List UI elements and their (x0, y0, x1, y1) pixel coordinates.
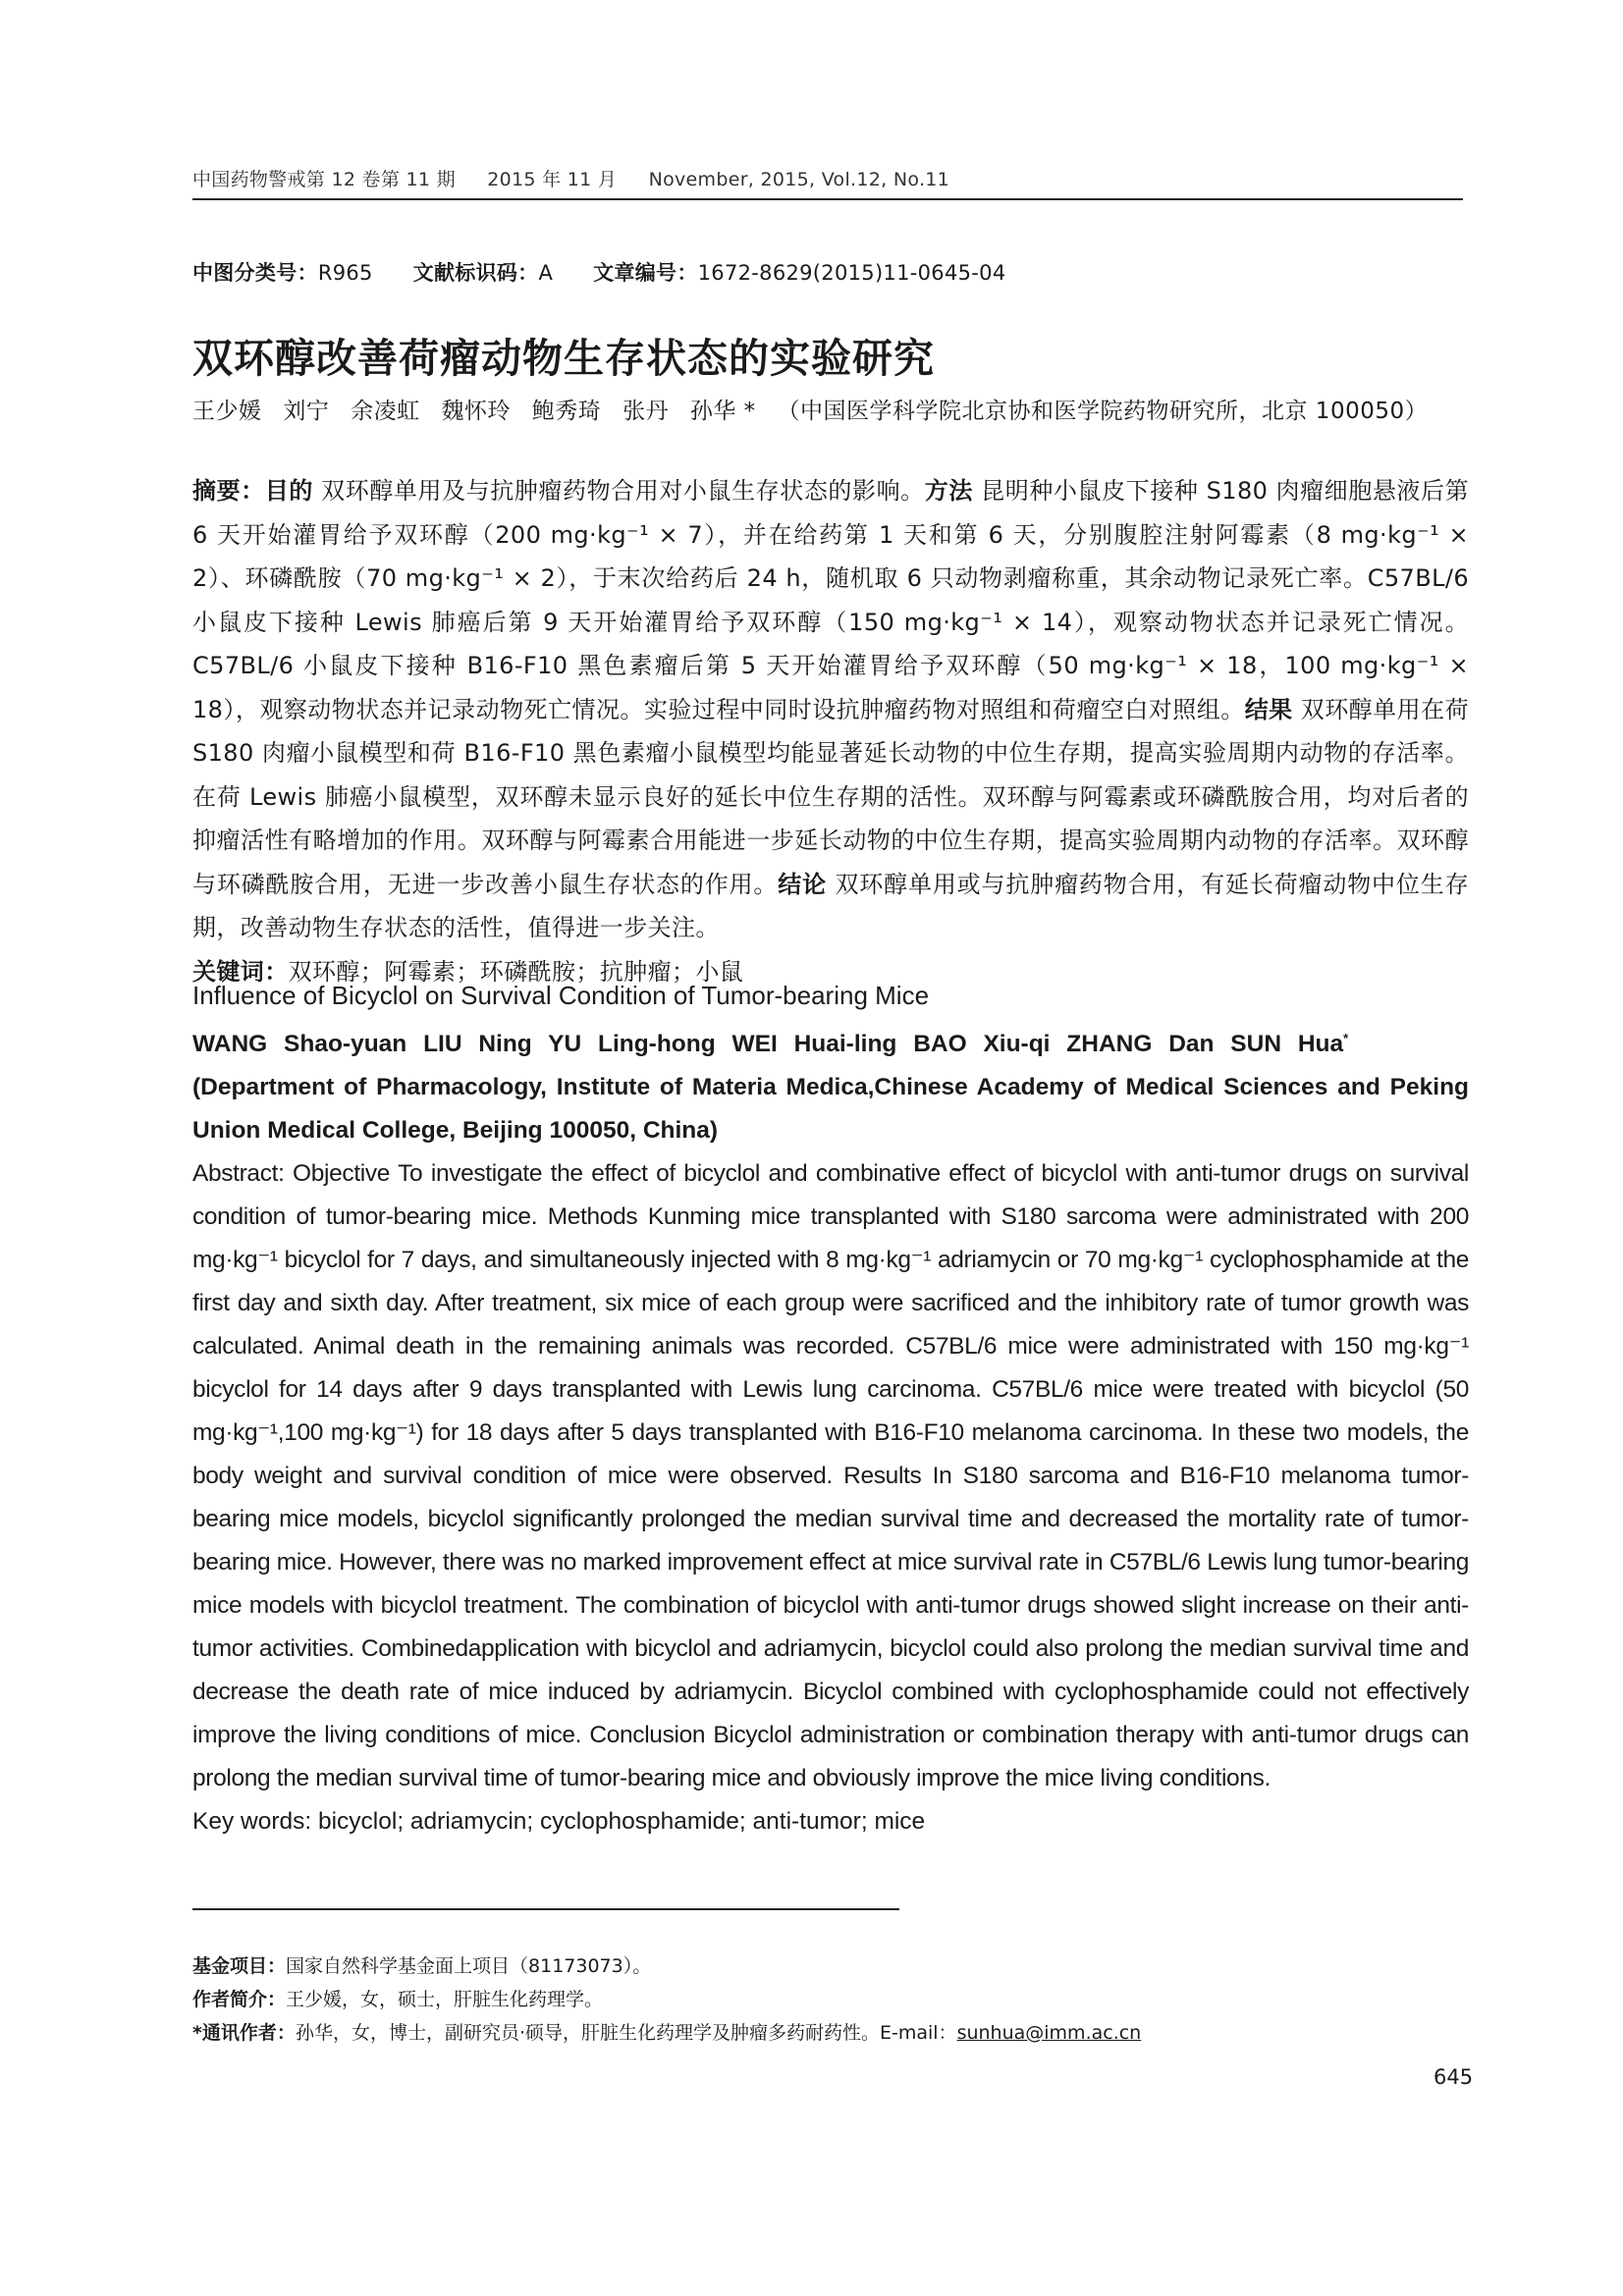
abstract-cn (192, 469, 1469, 950)
fund-label: 基金项目： (192, 1955, 287, 1977)
footnote-divider (192, 1908, 899, 1910)
affiliation-en: (Department of Pharmacology, Institute of Materia Medica,Chinese Academy of Medical Sciences and Peking Union Medical College, Beijing 100050, China) (192, 1074, 1469, 1145)
abstract-cn-label: 摘要： (192, 477, 265, 505)
methods-text: 昆明种小鼠皮下接种 S180 肉瘤细胞悬液后第 6 天开始灌胃给予双环醇（200 mg·kg⁻¹ × 7），并在给药第 1 天和第 6 天，分别腹腔注射阿霉素（8 mg·kg⁻¹ × 2）、环磷酰胺（70 mg·kg⁻¹ × 2），于末次给药后 24 h，随机取 6 只动物剥瘤称重，其余动物记录死亡率。C57BL/6 小鼠皮下接种 Lewis 肺癌后第 9 天开始灌胃给予双环醇（150 mg·kg⁻¹ × 14），观察动物状态并记录死亡情况。C57BL/6 小鼠皮下接种 B16-F10 黑色素瘤后第 5 天开始灌胃给予双环醇（50 mg·kg⁻¹ × 18，100 mg·kg⁻¹ × 18），观察动物状态并记录动物死亡情况。实验过程中同时设抗肿瘤药物对照组和荷瘤空白对照组。 (192, 477, 1469, 723)
authors-cn (192, 393, 1428, 425)
journal-cn: 中国药物警戒第 12 卷第 11 期 (192, 169, 456, 190)
running-header (192, 165, 1463, 191)
author-bio-label: 作者简介： (192, 1989, 287, 2010)
author-name: 魏怀玲 (441, 399, 511, 424)
article-id-value: 1672-8629(2015)11-0645-04 (697, 261, 1006, 285)
author-bio-value: 王少媛，女，硕士，肝脏生化药理学。 (286, 1989, 604, 2010)
abstract-cn-section (192, 469, 1469, 993)
footnotes (192, 1949, 1141, 2050)
author-name: 刘宁 (283, 399, 330, 424)
objective-text: 双环醇单用及与抗肿瘤药物合用对小鼠生存状态的影响。 (312, 477, 925, 505)
article-id-label: 文章编号： (593, 261, 698, 285)
author-name: 鲍秀琦 (531, 399, 602, 424)
affiliation-cn: （中国医学科学院北京协和医学院药物研究所，北京 100050） (777, 399, 1429, 424)
corresponding-label: *通讯作者： (192, 2022, 296, 2044)
corresponding-note (192, 2016, 1141, 2050)
email-link[interactable]: sunhua@imm.ac.cn (956, 2022, 1142, 2044)
corresponding-mark: * (1343, 1031, 1349, 1045)
author-name: 孙华 * (689, 399, 756, 424)
clc-value: R965 (317, 261, 373, 285)
abstract-en (192, 1152, 1469, 1800)
abstract-en-label: Abstract: Objective (192, 1160, 391, 1188)
authors-en (192, 1017, 1469, 1066)
clc-label: 中图分类号： (192, 261, 318, 285)
keywords-en: Key words: bicyclol; adriamycin; cyclophosphamide; anti-tumor; mice (192, 1808, 926, 1836)
fund-note (192, 1949, 1141, 1983)
paper-title-cn: 双环醇改善荷瘤动物生存状态的实验研究 (192, 335, 935, 382)
doc-code-value: A (538, 261, 554, 285)
abstract-en-section (192, 974, 1469, 1843)
journal-date-cn: 2015 年 11 月 (487, 169, 618, 190)
results-label: 结果 (1244, 695, 1293, 723)
keywords-cn-label: 关键词： (192, 957, 289, 986)
authors-en-names: WANG Shao-yuan LIU Ning YU Ling-hong WEI Huai-ling BAO Xiu-qi ZHANG Dan SUN Hua (192, 1031, 1344, 1058)
keywords-cn-value: 双环醇；阿霉素；环磷酰胺；抗肿瘤；小鼠 (288, 957, 744, 986)
objective-label: 目的 (264, 477, 313, 505)
abstract-en-body: To investigate the effect of bicyclol and combinative effect of bicyclol with anti-tumor drugs on survival condition of tumor-bearing mice. Methods Kunming mice transplanted with S180 sarcoma were administrated with 200 mg·kg⁻¹ bicyclol for 7 days, and simultaneously injected with 8 mg·kg⁻¹ adriamycin or 70 mg·kg⁻¹ cyclophosphamide at the first day and sixth day. After treatment, six mice of each group were sacrificed and the inhibitory rate of tumor growth was calculated. Animal death in the remaining animals was recorded. C57BL/6 mice were administrated with 150 mg·kg⁻¹ bicyclol for 14 days after 9 days transplanted with Lewis lung carcinoma. C57BL/6 mice were treated with bicyclol (50 mg·kg⁻¹,100 mg·kg⁻¹) for 18 days after 5 days transplanted with B16-F10 melanoma carcinoma. In these two models, the body weight and survival condition of mice were observed. Results In S180 sarcoma and B16-F10 melanoma tumor-bearing mice models, bicyclol significantly prolonged the median survival time and decreased the mortality rate of tumor-bearing mice. However, there was no marked improvement effect at mice survival rate in C57BL/6 Lewis lung tumor-bearing mice models with bicyclol treatment. The combination of bicyclol with anti-tumor drugs showed slight increase on their anti-tumor activities. Combinedapplication with bicyclol and adriamycin, bicyclol could also prolong the median survival time and decrease the death rate of mice induced by adriamycin. Bicyclol combined with cyclophosphamide could not effectively improve the living conditions of mice. Conclusion Bicyclol administration or combination therapy with anti-tumor drugs can prolong the median survival time of tumor-bearing mice and obviously improve the mice living conditions. (192, 1160, 1469, 1792)
corresponding-value: 孙华，女，博士，副研究员·硕导，肝脏生化药理学及肿瘤多药耐药性。E-mail： (295, 2022, 957, 2044)
journal-en: November, 2015, Vol.12, No.11 (648, 169, 950, 190)
classification-line (192, 257, 1039, 287)
author-note (192, 1983, 1141, 2016)
page-number: 645 (1434, 2065, 1474, 2089)
fund-value: 国家自然科学基金面上项目（81173073）。 (286, 1955, 652, 1977)
results-text: 双环醇单用在荷 S180 肉瘤小鼠模型和荷 B16-F10 黑色素瘤小鼠模型均能显著延长动物的中位生存期，提高实验周期内动物的存活率。在荷 Lewis 肺癌小鼠模型，双环醇未显示良好的延长中位生存期的活性。双环醇与阿霉素或环磷酰胺合用，均对后者的抑瘤活性有略增加的作用。双环醇与阿霉素合用能进一步延长动物的中位生存期，提高实验周期内动物的存活率。双环醇与环磷酰胺合用，无进一步改善小鼠生存状态的作用。 (192, 695, 1469, 898)
conclusion-text: 双环醇单用或与抗肿瘤药物合用，有延长荷瘤动物中位生存期，改善动物生存状态的活性，值得进一步关注。 (192, 870, 1469, 941)
conclusion-label: 结论 (778, 870, 827, 898)
paper-title-en: Influence of Bicyclol on Survival Condition of Tumor-bearing Mice (192, 981, 930, 1010)
author-name: 余凌虹 (351, 399, 420, 424)
methods-label: 方法 (924, 477, 973, 505)
author-name: 张丹 (622, 399, 670, 424)
header-divider (192, 198, 1463, 200)
doc-code-label: 文献标识码： (412, 261, 539, 285)
author-name: 王少媛 (192, 399, 262, 424)
